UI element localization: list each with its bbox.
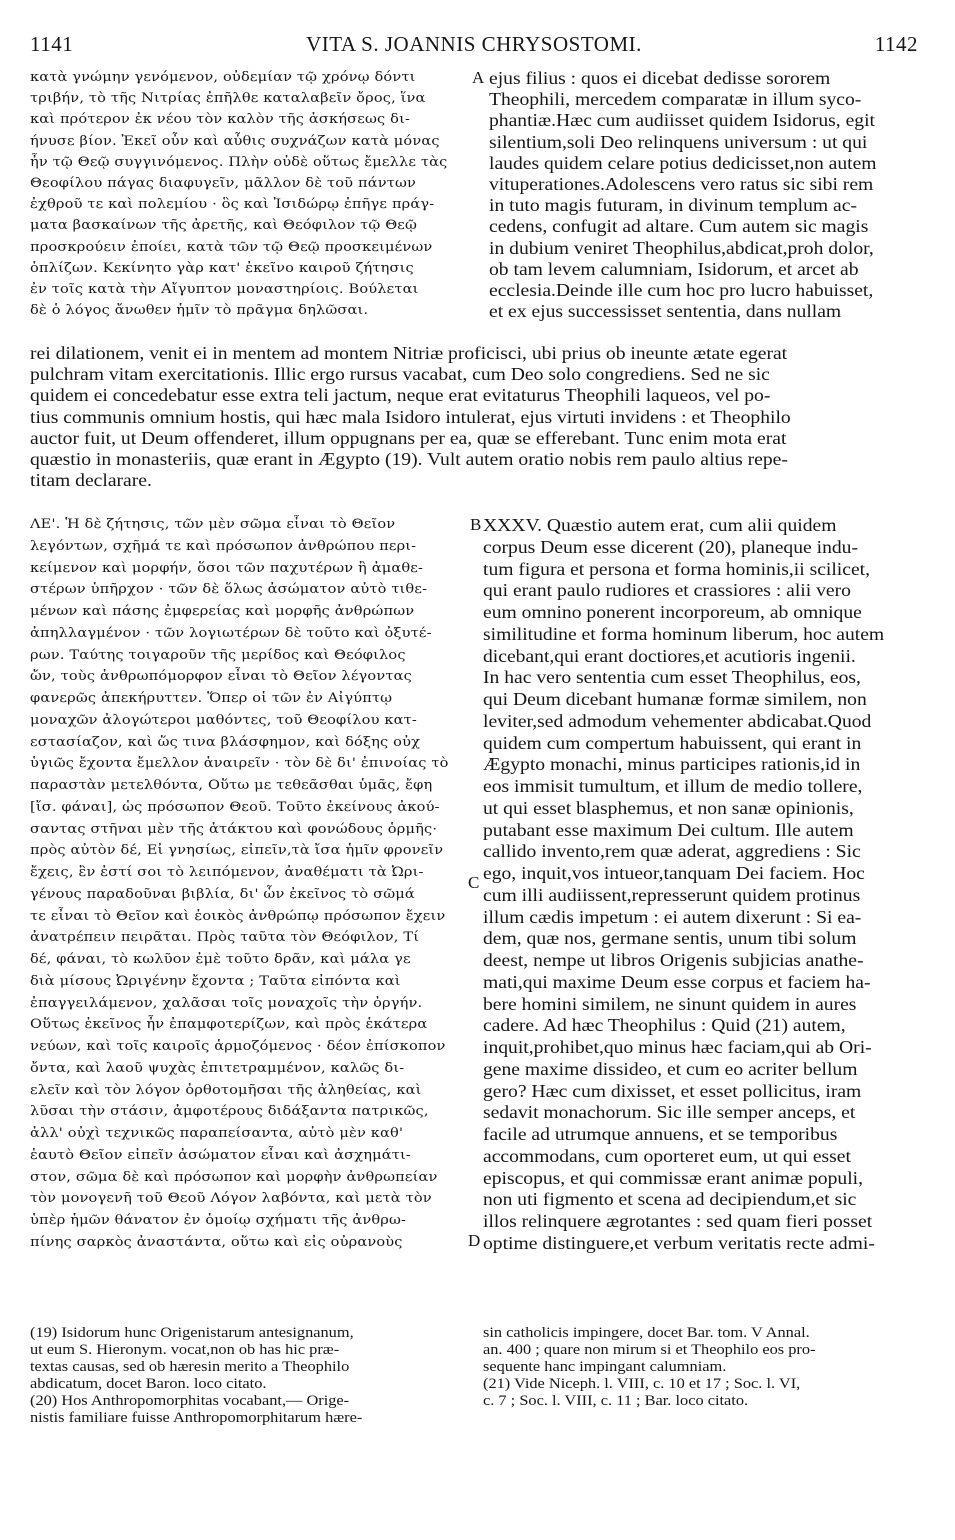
greek-text-line: στέρων ὑπῆρχον · τῶν δὲ ὅλως ἀσώματον αὐτὸ τιθε- [30,582,428,598]
footnote-line: (19) Isidorum hunc Origenistarum antesignanum, [30,1325,354,1341]
greek-text-line: λῦσαι τὴν στάσιν, ἀμφοτέρους διδάξαντα πατρικῶς, [30,1104,429,1120]
latin-text-line: in dubium veniret Theophilus,abdicat,proh dolor, [489,237,874,258]
greek-text-line: ὤν, τοὺς ἀνθρωπόμορφον εἶναι τὸ Θεῖον λέγοντας [30,669,412,685]
latin-text-line: dicebant,qui erant doctiores,et acutioris ingenii. [483,645,856,666]
greek-text-line: διὰ μίσους Ὠριγένην ἔχοντα ; Ταῦτα εἰπόντα καὶ [30,973,401,989]
latin-text-line: gene maxime dissideo, et cum eo acriter bellum [483,1058,858,1079]
latin-text-line: phantiæ.Hæc cum audiisset quidem Isidorus, egit [489,110,875,131]
greek-text-line: ματα βασκαίνων τῆς ἀρετῆς, καὶ Θεόφιλον τῷ Θεῷ [30,218,418,234]
latin-text-line: corpus Deum esse dicerent (20), planeque indu- [483,536,859,557]
latin-text-line: cadere. Ad hæc Theophilus : Quid (21) autem, [483,1015,846,1036]
greek-text-line: ελεῖν καὶ τὸν λόγον ὀρθοτομῆσαι τῆς ἀληθείας, καὶ [30,1082,422,1098]
footnote-line: (21) Vide Niceph. l. VIII, c. 10 et 17 ; Soc. l. VI, [483,1376,801,1392]
latin-text-line: deest, nempe ut libros Origenis subjicias anathe- [483,950,864,970]
greek-text-line: σαντας στῆναι μὲν τῆς ἀτάκτου καὶ φονώδους ὁρμῆς· [30,821,438,837]
latin-text-line: ego, inquit,vos intueor,tanquam Dei faciem. Hoc [483,863,865,883]
latin-text-line: silentium,soli Deo relinquens universum : ut qui [489,131,868,152]
greek-text-line: εστασίαζον, καὶ ὥς τινα βλάσφημον, καὶ δόξης οὐχ [30,734,421,750]
greek-text-line: νεύων, καὶ τοῖς καιροῖς ἁρμοζόμενος · δέον ἐπίσκοπον [30,1039,446,1054]
greek-text-line: Θεοφίλου πάγας διαφυγεῖν, μᾶλλον δὲ τοῦ πάντων [30,176,417,191]
greek-text-line: ἦν τῷ Θεῷ συγγινόμενος. Πλὴν οὐδὲ οὕτως ἔμελλε τὰς [30,154,448,170]
greek-text-line: γένους παραδοῦναι βιβλία, δι' ὧν ἐκεῖνος τὸ σῶμά [30,886,415,902]
latin-text-line: tum figura et persona et forma hominis,ii scilicet, [483,558,870,579]
greek-text-line: ὄντα, καὶ λαοῦ ψυχὰς ἐπιτετραμμένον, καλῶς δι- [30,1060,405,1076]
latin-text-line: pulchram vitam exercitationis. Illic ergo rursus vacabat, cum Deo solo congrediens. Sed ne sic [30,364,770,385]
page-header [30,32,918,62]
greek-text-line: ἀνατρέπειν πειρᾶται. Πρὸς ταῦτα τὸν Θεόφιλον, Τί [30,930,420,946]
latin-text-line: ecclesia.Deinde ille cum hoc pro lucro habuisset, [489,280,874,300]
latin-text-line: ut qui esset blasphemus, et non sanæ opinionis, [483,797,854,818]
margin-marker-b: B [470,515,482,534]
greek-text-line: ὑπὲρ ἡμῶν θάνατον ἐν ὁμοίῳ σχήματι τῆς ἀνθρω- [30,1213,407,1228]
greek-text-line: καὶ πρότερον ἐκ νέου τὸν καλὸν τῆς ἀσκήσεως δι- [30,112,411,128]
latin-text-line: in tuto magis futuram, in divinum templum ac- [489,195,857,216]
latin-text-line: titam declarare. [30,470,152,491]
greek-text-line: ρων. Ταύτης τοιγαροῦν τῆς μερίδος καὶ Θεόφιλος [30,647,406,663]
margin-marker-c: C [468,873,480,892]
footnote-line: (20) Hos Anthropomorphitas vocabant,— Orige- [30,1393,350,1409]
greek-text-line: ὑγιῶς ἔχοντα ἔμελλον ἀναιρεῖν · τὸν δὲ δι' ἐπινοίας τὸ [30,756,449,772]
greek-text-line: κείμενον καὶ μορφήν, ὅσοι τῶν παχυτέρων ἢ ἀμαθε- [30,560,424,576]
greek-text-line: παραστὰν μετελθόντα, Οὕτω με τεθεᾶσθαι ὑμᾶς, ἔφη [30,778,433,793]
greek-text-line: τε εἶναι τὸ Θεῖον καὶ ἐοικὸς ἀνθρώπῳ πρόσωπον ἔχειν [30,908,446,924]
latin-text-line: qui Deum dicebant humanæ formæ similem, non [483,689,867,709]
latin-text-line: quidem ei concedebatur esse extra teli jactum, neque erat evitaturus Theophili laqueos, vel po- [30,385,771,406]
latin-text-line: auctor fuit, ut Deum offenderet, illum oppugnans per ea, quæ se efferebant. Tunc enim mota erat [30,427,787,448]
greek-text-line: ἔχεις, ἓν ἐστί σοι τὸ λειπόμενον, ἀναθέματι τὰ Ὠρι- [30,865,424,880]
latin-text-line: quidem cum compertum habuissent, qui erant in [483,732,862,753]
running-title: VITA S. JOANNIS CHRYSOSTOMI. [306,32,642,56]
greek-text-line: μοναχῶν ἀλογώτεροι μαθόντες, τοῦ Θεοφίλου κατ- [30,712,417,728]
greek-text-line: προσκρούειν ἐποίει, κατὰ τῶν τῷ Θεῷ προσκειμένων [30,239,433,255]
latin-text-line: ob tam levem calumniam, Isidorum, et arcet ab [489,258,859,279]
latin-text-line: mati,qui maxime Deum esse corpus et faciem ha- [483,971,871,992]
latin-text-line: dem, quæ nos, germane sentis, unum tibi solum [483,928,857,949]
greek-text-line: ἀπηλλαγμένον · τῶν λογιωτέρων δὲ τοῦτο καὶ ὀξυτέ- [30,625,432,641]
latin-text-line: facile ad utrumque annuens, et se temporibus [483,1124,838,1144]
footnote-line: an. 400 ; quare non mirum si et Theophilo eos pro- [483,1342,816,1358]
greek-text-line: ἐν τοῖς κατὰ τὴν Αἴγυπτον μοναστηρίοις. Βούλεται [30,282,419,297]
latin-text-line: Ægypto monachi, minus participes rationis,id in [483,754,861,775]
left-page-number: 1141 [30,32,74,56]
greek-text-line: τὸν μονογενῆ τοῦ Θεοῦ Λόγον λαβόντα, καὶ μετὰ τὸν [30,1191,432,1207]
greek-text-line: φανερῶς ἀπεκήρυττεν. Ὅπερ οἱ τῶν ἐν Αἰγύπτῳ [30,691,393,706]
latin-text-line: leviter,sed admodum vehementer abdicabat.Quod [483,710,872,731]
greek-text-line: ἐχθροῦ τε καὶ πολεμίου · ὃς καὶ Ἰσιδώρῳ ἐπῆγε πράγ- [30,197,435,213]
greek-text-line: ἀλλ' οὐχὶ τεχνικῶς παραπείσαντα, αὐτὸ μὲν καθ' [30,1126,404,1141]
latin-text-line: cum illi audiissent,represserunt quidem protinus [483,884,861,905]
latin-text-line: XXXV. Quæstio autem erat, cum alii quidem [483,515,837,535]
latin-text-line: tius communis omnium hostis, qui hæc mala Isidoro intulerat, ejus virtuti invidens : et Theophilo [30,406,791,427]
latin-text-line: laudes quidem celare potius dedicisset,non autem [489,152,877,173]
latin-text-line: inquit,prohibet,quo minus hæc faciam,qui ab Ori- [483,1037,872,1057]
latin-text-line: vituperationes.Adolescens vero ratus sic sibi rem [489,174,874,194]
footnote-line: c. 7 ; Soc. l. VIII, c. 11 ; Bar. loco citato. [483,1393,749,1409]
greek-text-line: ἑαυτὸ Θεῖον εἰπεῖν ἀσώματον εἶναι καὶ ἀσχημάτι- [30,1147,411,1163]
footnote-line: ut eum S. Hieronym. vocat,non ob has hic præ- [30,1342,340,1358]
latin-text-line: callido invento,rem quæ aderat, aggrediens : Sic [483,841,861,862]
greek-text-line: πίνης σαρκὸς ἀναστάντα, οὕτω καὶ εἰς οὐρανοὺς [30,1234,403,1250]
greek-text-line: ἐπαγγειλάμενον, χαλᾶσαι τοῖς μοναχοῖς τὴν ὀργήν. [30,995,423,1011]
greek-text-line: πρὸς αὐτὸν δέ, Εἰ γνησίως, εἰπεῖν,τὰ ἴσα ἡμῖν φρονεῖν [30,843,444,859]
latin-text-line: cedens, confugit ad altare. Cum autem sic magis [489,216,869,237]
greek-text-line: ήνυσε βίον. Ἐκεῖ οὖν καὶ αὖθις συχνάζων κατὰ μόνας [30,133,440,149]
latin-text-line: episcopus, et qui commissæ erant animæ populi, [483,1167,863,1188]
footnote-line: textas causas, sed ob hæresin merito a Theophilo [30,1359,350,1375]
greek-text-line: στον, σῶμα δὲ καὶ πρόσωπον καὶ μορφὴν ἀνθρωπείαν [30,1169,438,1185]
greek-text-line: δέ, φάναι, τὸ κωλῦον ἐμὲ τοῦτο δρᾶν, καὶ μάλα γε [30,952,411,967]
latin-text-line: illum cædis impetum : ei autem dixerunt : Si ea- [483,906,862,927]
latin-text-line: Theophili, mercedem comparatæ in illum syco- [489,89,862,110]
latin-text-line: sedavit monachorum. Sic ille semper anceps, et [483,1102,856,1123]
latin-text-line: gero? Hæc cum dixisset, et esset pollicitus, iram [483,1080,862,1101]
greek-text-line: δὲ ὁ λόγος ἄνωθεν ἡμῖν τὸ πρᾶγμα δηλῶσαι. [30,303,369,319]
footnote-line: sequente hanc impingant calumniam. [483,1359,727,1375]
greek-text-line: [ἴσ. φάναι], ὡς πρόσωπον Θεοῦ. Τοῦτο ἐκείνους ἀκού- [30,799,440,815]
margin-marker-d: D [468,1231,481,1250]
latin-text-line: similitudine et forma hominum liberum, hoc autem [483,623,885,644]
greek-text-line: τριβήν, τὸ τῆς Νιτρίας ἐπῆλθε καταλαβεῖν ὄρος, ἵνα [30,91,426,107]
footnote-line: nistis familiare fuisse Anthropomorphitarum hære- [30,1410,363,1426]
latin-text-line: et ex ejus successisset sententia, dans nullam [489,301,842,322]
margin-marker-a: A [472,68,485,87]
greek-text-line: κατὰ γνώμην γενόμενον, οὐδεμίαν τῷ χρόνῳ δόντι [30,70,416,85]
latin-text-line: ejus filius : quos ei dicebat dedisse sororem [489,68,831,88]
latin-text-line: In hac vero sententia cum esset Theophilus, eos, [483,667,861,688]
footnote-line: sin catholicis impingere, docet Bar. tom. V Annal. [483,1325,810,1341]
footnote-line: abdicatum, docet Baron. loco citato. [30,1376,267,1392]
latin-text-line: illos relinquere ægrotantes : sed quam fieri posset [483,1211,873,1231]
latin-text-line: bere homini similem, ne sinunt quidem in aures [483,993,857,1014]
greek-text-line: ΛΕ'. Ἡ δὲ ζήτησις, τῶν μὲν σῶμα εἶναι τὸ Θεῖον [30,517,396,532]
latin-text-line: putabant esse maximum Dei cultum. Ille autem [483,819,854,840]
greek-text-line: ὁπλίζων. Κεκίνητο γὰρ κατ' ἐκεῖνο καιροῦ ζήτησις [30,260,414,276]
latin-text-line: quæstio in monasteriis, quæ erant in Ægypto (19). Vult autem oratio nobis rem paulo altius repe- [30,449,788,469]
latin-text-line: non uti figmento et scena ad decipiendum,et sic [483,1189,857,1210]
right-page-number: 1142 [874,32,918,56]
latin-text-line: optime distinguere,et verbum veritatis recte admi- [483,1232,875,1253]
latin-text-line: eum omnino ponerent incorporeum, ab omnique [483,602,862,622]
latin-text-line: eos immisit tumultum, et illum de medio tollere, [483,776,863,796]
greek-text-line: μένων καὶ πάσης ἐμφερείας καὶ μορφῆς ἀνθρώπων [30,604,415,619]
greek-text-line: λεγόντων, σχῆμά τε καὶ πρόσωπον ἀνθρώπου περι- [30,538,417,554]
greek-text-line: Οὕτως ἐκεῖνος ἦν ἐπαμφοτερίζων, καὶ πρὸς ἑκάτερα [30,1017,428,1033]
latin-text-line: accommodans, cum oporteret eum, ut qui esset [483,1145,851,1166]
latin-text-line: qui erant paulo rudiores et crassiores : alii vero [483,580,851,601]
latin-text-line: rei dilationem, venit ei in mentem ad montem Nitriæ proficisci, ubi prius ob ineunte ætate egerat [30,343,788,363]
